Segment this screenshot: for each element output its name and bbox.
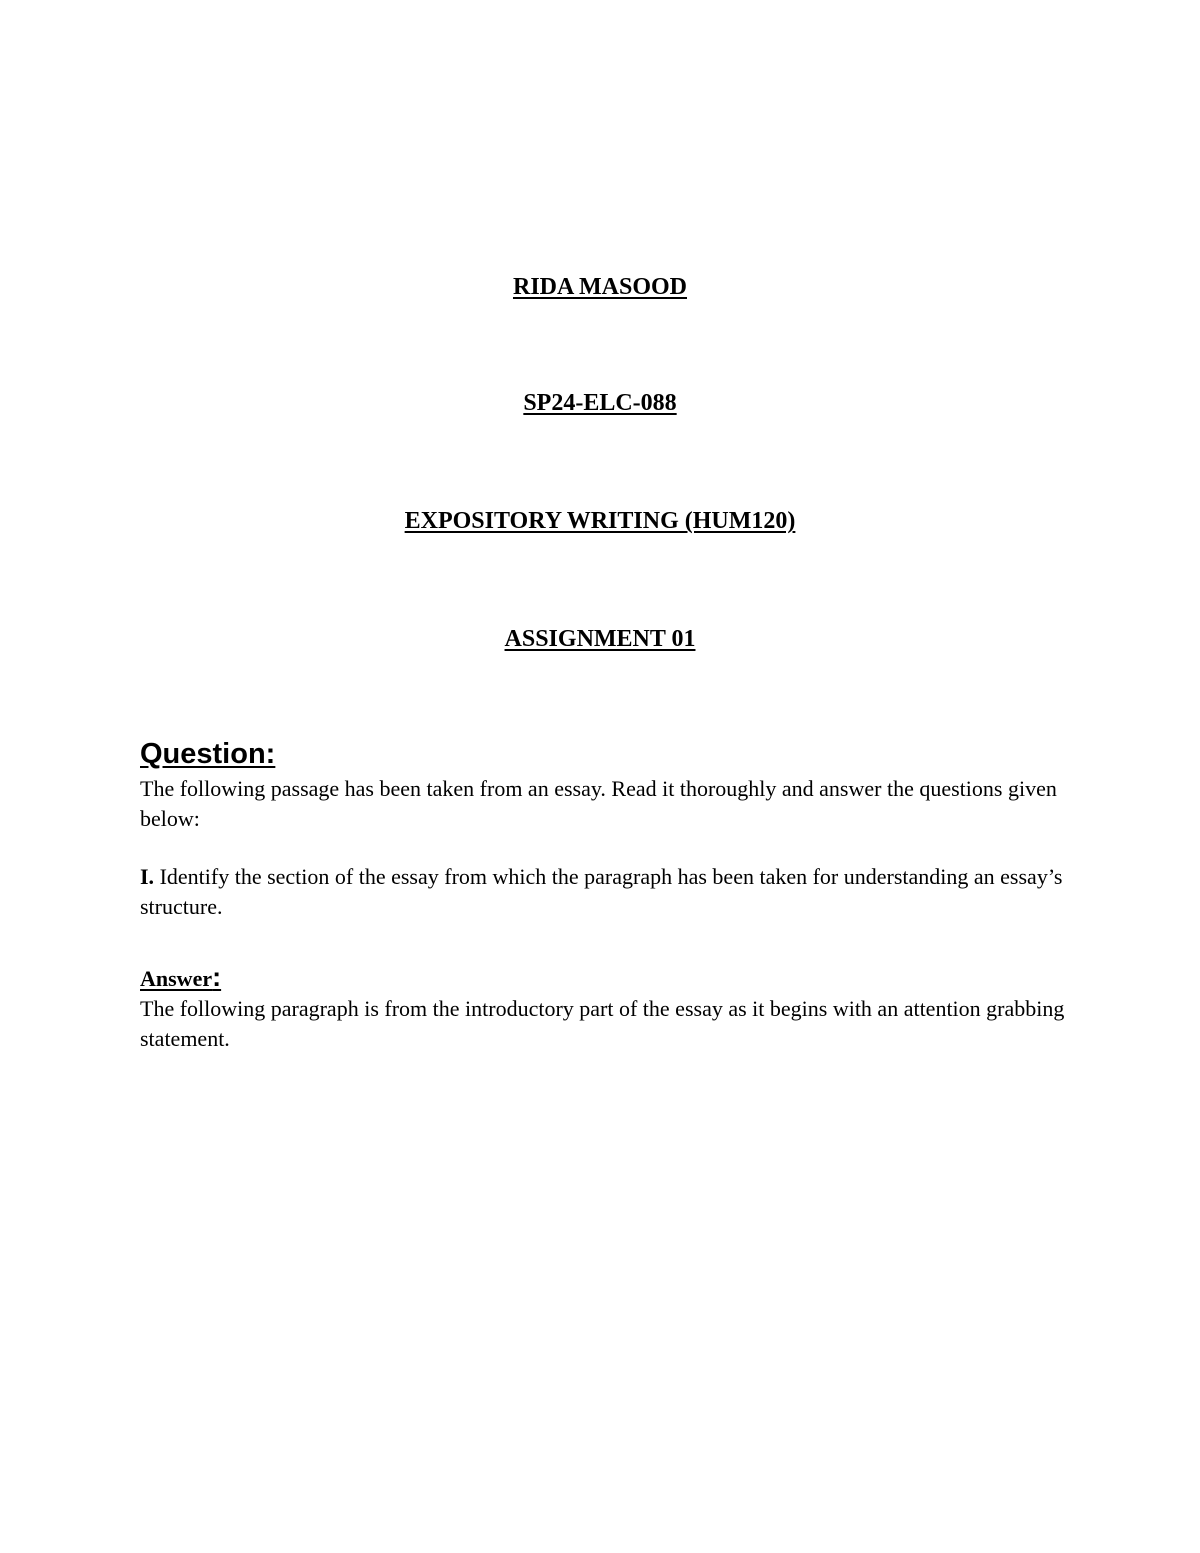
- question-item: [140, 862, 1070, 922]
- question-item-number: I.: [140, 864, 155, 889]
- question-title: Question:: [140, 738, 276, 770]
- question-item-text: Identify the section of the essay from which the paragraph has been taken for understanding an essay’s structure.: [140, 864, 1063, 919]
- answer-colon: :: [212, 962, 222, 992]
- assignment-heading: ASSIGNMENT 01: [504, 626, 696, 652]
- answer-label-text: Answer: [140, 966, 213, 991]
- answer-label: [140, 962, 221, 994]
- course-heading: EXPOSITORY WRITING (HUM120): [404, 508, 796, 534]
- student-name-heading: RIDA MASOOD: [512, 274, 687, 300]
- student-id-heading: SP24-ELC-088: [523, 390, 677, 416]
- question-intro: The following passage has been taken from an essay. Read it thoroughly and answer the questions given below:: [140, 776, 1057, 831]
- answer-text: The following paragraph is from the introductory part of the essay as it begins with an attention grabbing statement.: [140, 996, 1065, 1051]
